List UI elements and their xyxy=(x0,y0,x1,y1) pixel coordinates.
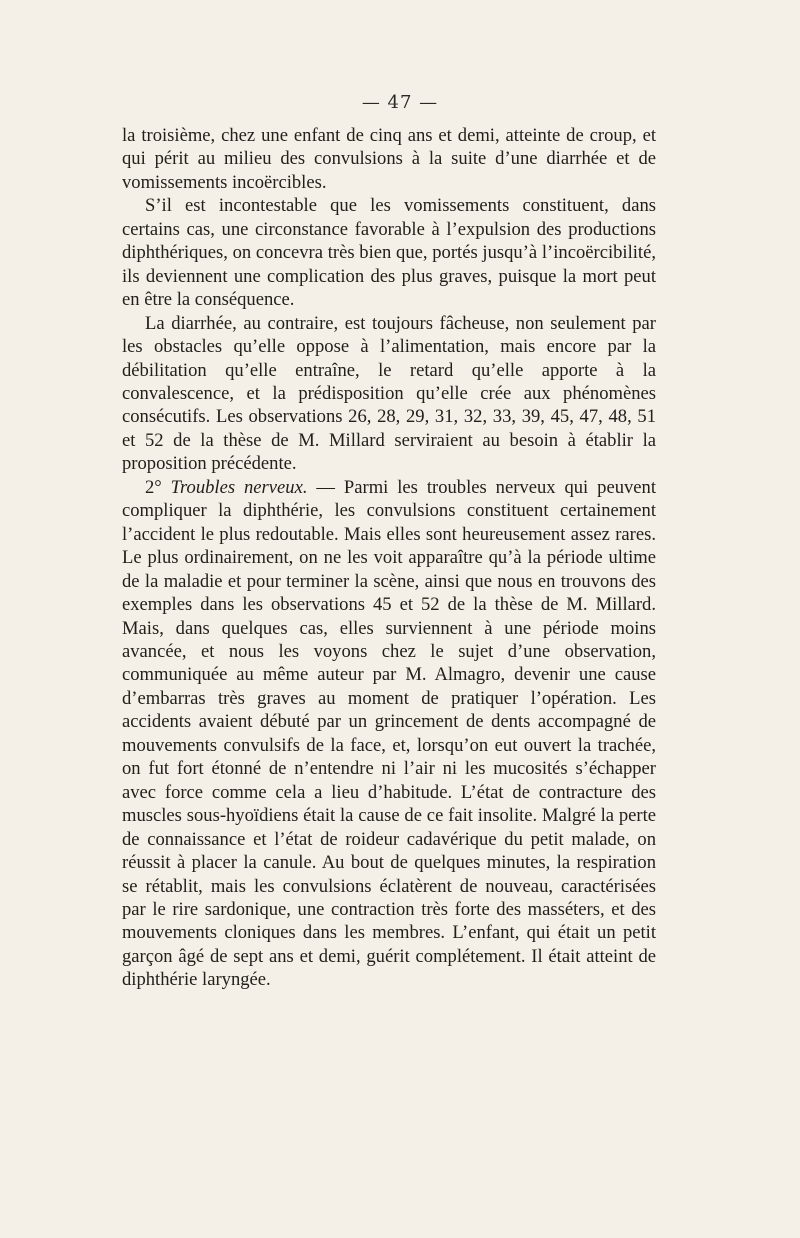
body-text xyxy=(122,124,656,992)
paragraph-vomissements: S’il est incontestable que les vomissements constituent, dans certains cas, une circonstance favorable à l’expulsion des productions diphthériques, on concevra très bien que, portés jusqu’à l’incoërcibilité, ils deviennent une complication des plus graves, puisque la mort peut en être la conséquence. xyxy=(122,195,656,311)
page-number: — 47 — xyxy=(361,92,439,113)
paragraph-troubles-nerveux xyxy=(122,476,656,992)
paragraph-continuation: la troisième, chez une enfant de cinq ans et demi, atteinte de croup, et qui périt au milieu des convulsions à la suite d’une diarrhée et de vomissements incoërcibles. xyxy=(122,125,656,193)
section-heading: Troubles nerveux. xyxy=(170,476,308,498)
paragraph-diarrhee: La diarrhée, au contraire, est toujours fâcheuse, non seulement par les obstacles qu’elle oppose à l’alimentation, mais encore par la débilitation qu’elle entraîne, le retard qu’elle apporte à la convalescence, et la prédisposition qu’elle crée aux phénomènes consécutifs. Les observations 26, 28, 29, 31, 32, 33, 39, 45, 47, 48, 51 et 52 de la thèse de M. Millard serviraient au besoin à établir la proposition précédente. xyxy=(122,312,656,475)
section-number: 2° xyxy=(145,476,162,498)
section-body: — Parmi les troubles nerveux qui peuvent compliquer la diphthérie, les convulsions constituent certainement l’accident le plus redoutable. Mais elles sont heureusement assez rares. Le plus ordinairement, on ne les voit apparaître qu’à la période ultime de la maladie et pour terminer la scène, ainsi que nous en trouvons des exemples dans les observations 45 et 52 de la thèse de M. Millard. Mais, dans quelques cas, elles surviennent à une période moins avancée, et nous les voyons chez le sujet d’une observation, communiquée au même auteur par M. Almagro, devenir une cause d’embarras très graves au moment de pratiquer l’opération. Les accidents avaient débuté par un grincement de dents accompagné de mouvements convulsifs de la face, et, lorsqu’on eut ouvert la trachée, on fut fort étonné de n’entendre ni l’air ni les mucosités s’échapper avec force comme cela a lieu d’habitude. L’état de contracture des muscles sous-hyoïdiens était la cause de ce fait insolite. Malgré la perte de connaissance et l’état de roideur cadavérique du petit malade, on réussit à placer la canule. Au bout de quelques minutes, la respiration se rétablit, mais les convulsions éclatèrent de nouveau, caractérisées par le rire sardonique, une contraction très forte des masséters, et des mouvements cloniques dans les membres. L’enfant, qui était un petit garçon âgé de sept ans et demi, guérit complétement. Il était atteint de diphthérie laryngée. xyxy=(122,476,657,991)
